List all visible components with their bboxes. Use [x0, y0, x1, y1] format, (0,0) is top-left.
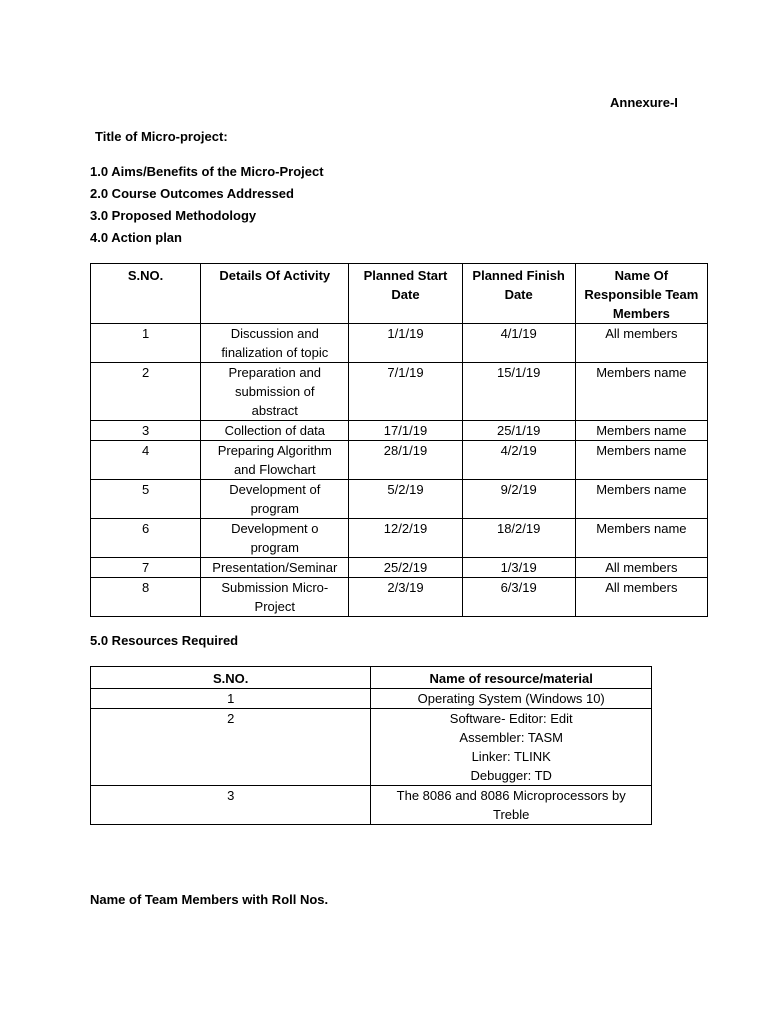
header-start-date: Planned Start Date	[349, 264, 462, 324]
cell-finish: 15/1/19	[462, 363, 575, 421]
cell-resource: The 8086 and 8086 Microprocessors by Treble	[371, 786, 652, 825]
cell-members: Members name	[575, 421, 707, 441]
cell-activity: Discussion and finalization of topic	[201, 324, 349, 363]
cell-start: 2/3/19	[349, 578, 462, 617]
cell-finish: 1/3/19	[462, 558, 575, 578]
team-members-heading: Name of Team Members with Roll Nos.	[90, 892, 329, 907]
resources-table	[90, 666, 652, 825]
cell-start: 5/2/19	[349, 480, 462, 519]
header-sno: S.NO.	[91, 667, 371, 689]
annexure-label: Annexure-I	[610, 95, 678, 110]
cell-sno: 3	[91, 786, 371, 825]
cell-start: 17/1/19	[349, 421, 462, 441]
cell-members: Members name	[575, 363, 707, 421]
cell-start: 28/1/19	[349, 441, 462, 480]
cell-sno: 6	[91, 519, 201, 558]
cell-sno: 4	[91, 441, 201, 480]
header-activity: Details Of Activity	[201, 264, 349, 324]
cell-sno: 8	[91, 578, 201, 617]
cell-finish: 9/2/19	[462, 480, 575, 519]
cell-sno: 1	[91, 324, 201, 363]
cell-resource: Software- Editor: Edit Assembler: TASM Linker: TLINK Debugger: TD	[371, 709, 652, 786]
cell-sno: 5	[91, 480, 201, 519]
cell-resource: Operating System (Windows 10)	[371, 689, 652, 709]
cell-finish: 25/1/19	[462, 421, 575, 441]
header-resource: Name of resource/material	[371, 667, 652, 689]
table-row	[91, 786, 652, 825]
section-methodology-heading: 3.0 Proposed Methodology	[90, 208, 257, 223]
cell-sno: 2	[91, 363, 201, 421]
table-row	[91, 441, 708, 480]
section-action-plan-heading: 4.0 Action plan	[90, 230, 182, 245]
cell-members: All members	[575, 324, 707, 363]
cell-finish: 4/2/19	[462, 441, 575, 480]
cell-sno: 2	[91, 709, 371, 786]
table-header-row	[91, 264, 708, 324]
cell-activity: Development of program	[201, 480, 349, 519]
cell-members: All members	[575, 558, 707, 578]
cell-start: 1/1/19	[349, 324, 462, 363]
cell-members: All members	[575, 578, 707, 617]
cell-finish: 18/2/19	[462, 519, 575, 558]
section-aims-heading: 1.0 Aims/Benefits of the Micro-Project	[90, 164, 324, 179]
cell-activity: Presentation/Seminar	[201, 558, 349, 578]
table-row	[91, 421, 708, 441]
cell-sno: 7	[91, 558, 201, 578]
cell-sno: 1	[91, 689, 371, 709]
table-row	[91, 324, 708, 363]
cell-sno: 3	[91, 421, 201, 441]
table-row	[91, 709, 652, 786]
header-finish-date: Planned Finish Date	[462, 264, 575, 324]
cell-start: 12/2/19	[349, 519, 462, 558]
header-sno: S.NO.	[91, 264, 201, 324]
cell-activity: Preparation and submission of abstract	[201, 363, 349, 421]
section-outcomes-heading: 2.0 Course Outcomes Addressed	[90, 186, 294, 201]
cell-activity: Submission Micro- Project	[201, 578, 349, 617]
cell-activity: Development o program	[201, 519, 349, 558]
cell-start: 7/1/19	[349, 363, 462, 421]
table-row	[91, 480, 708, 519]
cell-members: Members name	[575, 441, 707, 480]
cell-start: 25/2/19	[349, 558, 462, 578]
micro-project-title-label: Title of Micro-project:	[95, 129, 228, 144]
cell-activity: Preparing Algorithm and Flowchart	[201, 441, 349, 480]
cell-members: Members name	[575, 480, 707, 519]
table-row	[91, 519, 708, 558]
cell-finish: 6/3/19	[462, 578, 575, 617]
cell-members: Members name	[575, 519, 707, 558]
table-row	[91, 363, 708, 421]
action-plan-table	[90, 263, 708, 617]
table-row	[91, 558, 708, 578]
table-row	[91, 689, 652, 709]
section-resources-heading: 5.0 Resources Required	[90, 633, 239, 648]
table-row	[91, 578, 708, 617]
table-header-row	[91, 667, 652, 689]
header-team-members: Name Of Responsible Team Members	[575, 264, 707, 324]
cell-finish: 4/1/19	[462, 324, 575, 363]
cell-activity: Collection of data	[201, 421, 349, 441]
